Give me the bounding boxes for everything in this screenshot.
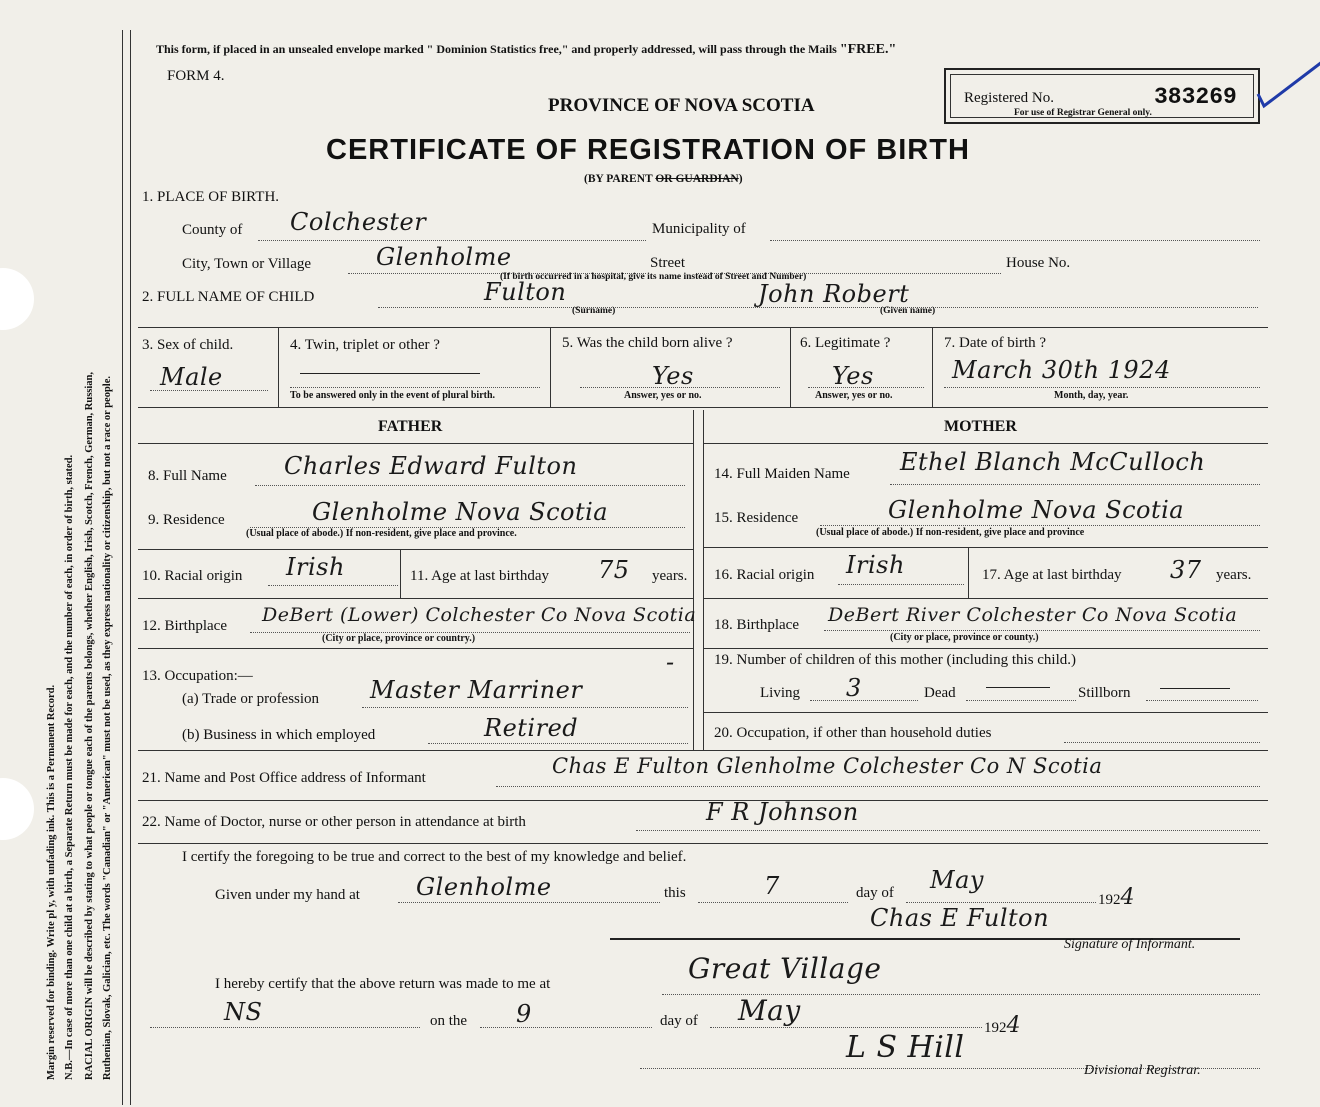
father-race: Irish — [286, 553, 345, 581]
business-line — [428, 743, 688, 744]
cert-month-line — [906, 902, 1096, 903]
twin-label: 4. Twin, triplet or other ? — [290, 337, 440, 353]
dead-stroke — [986, 687, 1050, 688]
rule-race-right — [968, 548, 969, 598]
twin-note: To be answered only in the event of plural birth. — [290, 390, 496, 401]
mother-race-label: 16. Racial origin — [714, 567, 815, 583]
rule-row3-v1 — [278, 327, 279, 407]
mother-occupation-label: 20. Occupation, if other than household duties — [714, 725, 992, 741]
rule-row9-left — [138, 549, 693, 550]
mother-res-line — [820, 525, 1260, 526]
twin-line — [290, 387, 540, 388]
dead-label: Dead — [924, 685, 956, 701]
father-race-line — [268, 585, 398, 586]
binding-hole-bottom — [0, 778, 34, 840]
rule-row12-right — [703, 648, 1268, 649]
mother-name-line — [890, 484, 1260, 485]
rule-heading-left — [138, 443, 693, 444]
mother-residence-label: 15. Residence — [714, 510, 799, 526]
mother-occupation-line — [1064, 742, 1260, 743]
given-place-line — [398, 902, 660, 903]
legitimate-label: 6. Legitimate ? — [800, 335, 891, 351]
father-name-line — [255, 485, 685, 486]
registrar-year: 1924 — [984, 1013, 1021, 1038]
given-note: (Given name) — [880, 306, 936, 316]
mother-residence: Glenholme Nova Scotia — [888, 496, 1185, 524]
rule-row22 — [138, 843, 1268, 844]
dob-label: 7. Date of birth ? — [944, 335, 1047, 351]
place-of-birth-label: 1. PLACE OF BIRTH. — [142, 189, 280, 205]
rule-row3-v2 — [550, 327, 551, 407]
county-line — [258, 240, 646, 241]
registrar-province-line — [150, 1027, 420, 1028]
certify-statement: I certify the foregoing to be true and correct to the best of my knowledge and belief. — [182, 849, 687, 865]
county-label: County of — [182, 222, 243, 238]
mother-heading: MOTHER — [944, 418, 1017, 435]
mother-birthplace-note: (City or place, province or county.) — [890, 632, 1039, 643]
mother-race-line — [838, 584, 964, 585]
living-line — [810, 700, 918, 701]
registered-no-label: Registered No. — [964, 90, 1054, 106]
rule-center-2 — [703, 410, 704, 750]
stillborn-stroke — [1160, 688, 1230, 689]
margin-rule-left — [122, 30, 123, 1105]
registrar-month: May — [738, 994, 801, 1027]
day-of-label: day of — [856, 885, 894, 901]
father-age-unit: years. — [652, 568, 688, 584]
mother-birthplace-label: 18. Birthplace — [714, 617, 799, 633]
cert-month: May — [930, 866, 984, 894]
father-age: 75 — [598, 556, 630, 584]
registered-no-note: For use of Registrar General only. — [1014, 108, 1152, 118]
alive-line — [580, 387, 780, 388]
registrar-statement: I hereby certify that the above return was made to me at — [215, 976, 551, 992]
mother-age: 37 — [1170, 556, 1202, 584]
father-residence-note: (Usual place of abode.) If non-resident, give place and province. — [246, 528, 517, 539]
divisional-registrar-label: Divisional Registrar. — [1084, 1063, 1201, 1078]
registrar-province: NS — [224, 998, 263, 1026]
dead-line — [966, 700, 1076, 701]
mother-race: Irish — [846, 551, 905, 579]
doctor-label: 22. Name of Doctor, nurse or other person in attendance at birth — [142, 814, 526, 830]
city-label: City, Town or Village — [182, 256, 312, 272]
municipality-label: Municipality of — [652, 221, 746, 237]
cert-year: 1924 — [1098, 885, 1135, 910]
surname-note: (Surname) — [572, 306, 616, 316]
binding-hole-top — [0, 268, 34, 330]
rule-heading-right — [703, 443, 1268, 444]
dob-note: Month, day, year. — [1054, 390, 1129, 401]
sex-line — [150, 390, 268, 391]
margin-note-1: Margin reserved for binding. Write pl y, with unfading ink. This is a Permanent Record. — [46, 684, 57, 1080]
mother-name-label: 14. Full Maiden Name — [714, 466, 850, 482]
registrar-day: 9 — [516, 1000, 532, 1028]
father-name: Charles Edward Fulton — [284, 452, 578, 480]
living-value: 3 — [846, 674, 862, 702]
business-label: (b) Business in which employed — [182, 727, 376, 743]
margin-note-3: RACIAL ORIGIN will be described by stating to what people or tongue each of the parents belongs, whether English, Irish, Scotch, French, German, Russian, — [84, 371, 95, 1080]
signature-informant-label: Signature of Informant. — [1064, 937, 1196, 952]
margin-note-4: Ruthenian, Slovak, Galician, etc. The words "Canadian" or "American" must not be used, as they express nationality or citizenship, but not a race or people. — [102, 375, 113, 1080]
rule-row13-bottom — [138, 750, 1268, 751]
father-residence: Glenholme Nova Scotia — [312, 498, 609, 526]
rule-race-left — [400, 550, 401, 598]
rule-row19-right — [703, 712, 1268, 713]
province-heading: PROVINCE OF NOVA SCOTIA — [548, 95, 815, 116]
rule-row21 — [138, 800, 1268, 801]
registrar-day-of-label: day of — [660, 1013, 698, 1029]
father-heading: FATHER — [378, 418, 443, 435]
father-birthplace: DeBert (Lower) Colchester Co Nova Scotia — [262, 604, 697, 626]
registrar-year-digit: 4 — [1006, 1013, 1021, 1038]
mother-birthplace: DeBert River Colchester Co Nova Scotia — [828, 604, 1238, 626]
occupation-label: 13. Occupation:— — [142, 668, 253, 684]
rule-row3-top — [138, 327, 1268, 328]
rule-row3-v3 — [790, 327, 791, 407]
dob-line — [944, 387, 1260, 388]
rule-row12-left — [138, 648, 693, 649]
rule-row9-right — [703, 547, 1268, 548]
informant-signature: Chas E Fulton — [870, 904, 1050, 932]
registrar-signature: L S Hill — [846, 1030, 965, 1065]
registrar-day-line — [480, 1027, 652, 1028]
mother-name: Ethel Blanch McCulloch — [900, 448, 1206, 476]
rule-row10-right — [703, 598, 1268, 599]
child-surname: Fulton — [484, 278, 567, 306]
alive-label: 5. Was the child born alive ? — [562, 335, 733, 351]
rule-center-1 — [693, 410, 694, 750]
city-value: Glenholme — [376, 243, 512, 271]
form-number: FORM 4. — [167, 68, 225, 84]
county-value: Colchester — [290, 208, 427, 236]
trade-label: (a) Trade or profession — [182, 691, 320, 707]
children-count-label: 19. Number of children of this mother (including this child.) — [714, 652, 1077, 668]
municipality-line — [770, 240, 1260, 241]
stillborn-line — [1146, 700, 1258, 701]
father-residence-label: 9. Residence — [148, 512, 225, 528]
legitimate-value: Yes — [832, 362, 874, 390]
margin-note-2: N.B.—In case of more than one child at a birth, a Separate Return must be made for each, and the number of each, in order of birth, stated. — [64, 454, 75, 1080]
legitimate-line — [808, 387, 924, 388]
trade-value: Master Marriner — [370, 676, 583, 704]
twin-stroke — [300, 373, 480, 374]
cert-day-line — [698, 902, 848, 903]
stillborn-label: Stillborn — [1078, 685, 1131, 701]
doctor-value: F R Johnson — [706, 798, 859, 826]
this-label: this — [664, 885, 686, 901]
registered-number-box — [944, 68, 1260, 124]
rule-row10-left — [138, 598, 693, 599]
cert-year-digit: 4 — [1120, 885, 1135, 910]
father-birthplace-note: (City or place, province or country.) — [322, 633, 476, 644]
cert-day: 7 — [764, 872, 780, 900]
sex-label: 3. Sex of child. — [142, 337, 234, 353]
certificate-subtitle: (BY PARENT OR GUARDIAN) — [584, 173, 743, 185]
given-under-label: Given under my hand at — [215, 887, 360, 903]
business-value: Retired — [484, 714, 579, 742]
rule-row3-bottom — [138, 407, 1268, 408]
registrar-month-line — [710, 1027, 982, 1028]
father-race-label: 10. Racial origin — [142, 568, 243, 584]
occupation-dash: - — [666, 648, 675, 676]
mother-bp-line — [824, 630, 1260, 631]
given-place: Glenholme — [416, 873, 552, 901]
alive-note: Answer, yes or no. — [624, 390, 702, 401]
trade-line — [362, 707, 688, 708]
informant-label: 21. Name and Post Office address of Informant — [142, 770, 426, 786]
mother-age-label: 17. Age at last birthday — [982, 567, 1122, 583]
living-label: Living — [760, 685, 800, 701]
sex-value: Male — [160, 363, 223, 391]
registered-no-value: 383269 — [1154, 84, 1237, 110]
legitimate-note: Answer, yes or no. — [815, 390, 893, 401]
doctor-line — [636, 830, 1260, 831]
on-the-label: on the — [430, 1013, 468, 1029]
hospital-note: (If birth occurred in a hospital, give its name instead of Street and Number) — [500, 272, 807, 282]
alive-value: Yes — [652, 362, 694, 390]
dob-value: March 30th 1924 — [952, 356, 1171, 384]
mother-age-unit: years. — [1216, 567, 1252, 583]
rule-row3-v4 — [932, 327, 933, 407]
father-age-label: 11. Age at last birthday — [410, 568, 549, 584]
father-birthplace-label: 12. Birthplace — [142, 618, 227, 634]
mother-residence-note: (Usual place of abode.) If non-resident, give place and province — [816, 527, 1085, 538]
informant-line — [496, 786, 1260, 787]
house-label: House No. — [1006, 255, 1071, 271]
child-name-label: 2. FULL NAME OF CHILD — [142, 289, 315, 305]
check-mark-icon — [1250, 56, 1320, 116]
mail-notice: This form, if placed in an unsealed envelope marked " Dominion Statistics free," and properly addressed, will pass through the Mails "FREE." — [156, 42, 897, 57]
father-name-label: 8. Full Name — [148, 468, 227, 484]
street-label: Street — [650, 255, 685, 271]
child-name-line — [378, 307, 1258, 308]
margin-rule-right — [130, 30, 131, 1105]
certificate-title: CERTIFICATE OF REGISTRATION OF BIRTH — [326, 134, 970, 166]
informant-value: Chas E Fulton Glenholme Colchester Co N Scotia — [552, 754, 1103, 778]
registrar-place: Great Village — [688, 952, 882, 985]
child-given-name: John Robert — [758, 280, 910, 308]
